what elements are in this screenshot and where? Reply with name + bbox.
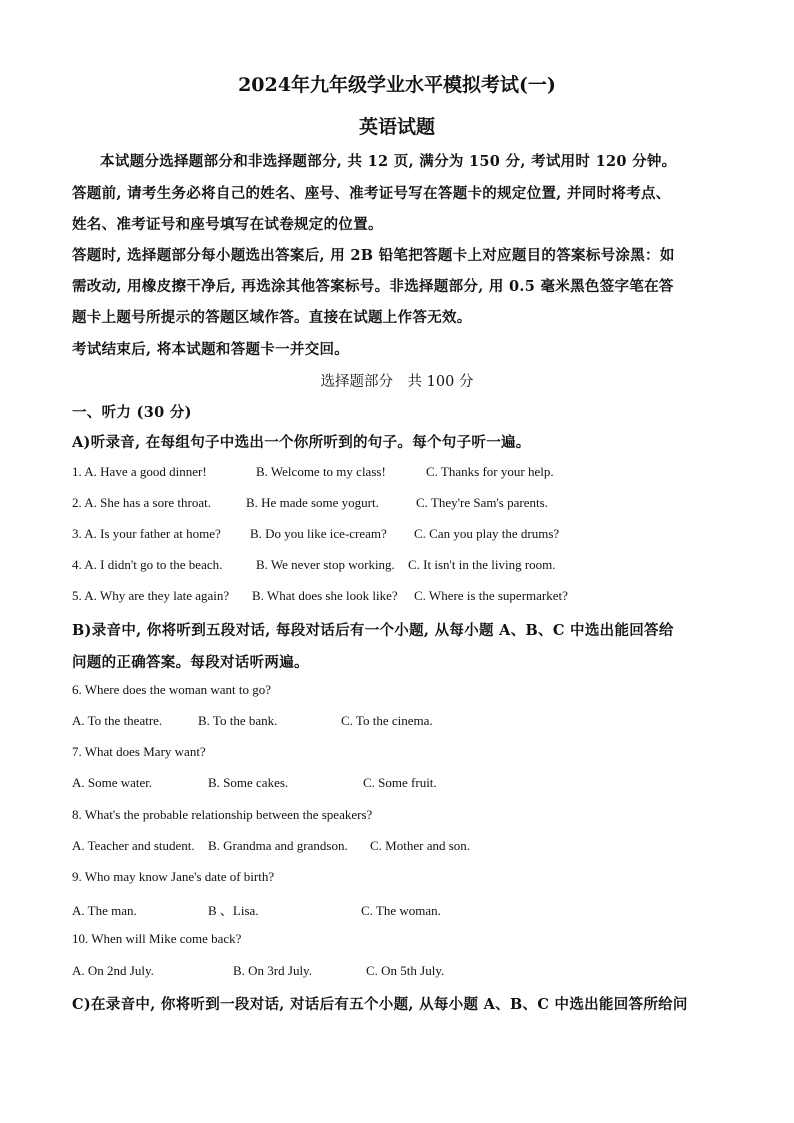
intro-line-3: 姓名、准考证号和座号填写在试卷规定的位置。	[72, 216, 383, 233]
option-5c: C. Where is the supermarket?	[414, 588, 568, 603]
exam-title: 2024年九年级学业水平模拟考试(一)	[238, 74, 556, 96]
question-9: 9. Who may know Jane's date of birth?	[72, 869, 275, 884]
question-6: 6. Where does the woman want to go?	[72, 682, 272, 697]
question-7: 7. What does Mary want?	[72, 744, 206, 759]
option-7c: C. Some fruit.	[363, 775, 437, 790]
option-10c: C. On 5th July.	[366, 963, 445, 978]
question-6-options	[72, 713, 433, 729]
option-3a: 3. A. Is your father at home?	[72, 526, 221, 541]
option-10b: B. On 3rd July.	[233, 963, 312, 978]
part-a-instructions: A)听录音, 在每组句子中选出一个你所听到的句子。每个句子听一遍。	[72, 434, 531, 451]
intro-line-5: 需改动, 用橡皮擦干净后, 再选涂其他答案标号。非选择题部分, 用 0.5 毫米黑色签字笔在答	[72, 278, 674, 295]
option-8c: C. Mother and son.	[370, 838, 471, 853]
option-1b: B. Welcome to my class!	[256, 464, 386, 479]
intro-line-7: 考试结束后, 将本试题和答题卡一并交回。	[72, 341, 350, 358]
intro-line-4: 答题时, 选择题部分每小题选出答案后, 用 2B 铅笔把答题卡上对应题目的答案标号涂黑：如	[72, 247, 675, 264]
option-4a: 4. A. I didn't go to the beach.	[72, 557, 223, 572]
option-6c: C. To the cinema.	[341, 713, 433, 728]
intro-line-2: 答题前, 请考生务必将自己的姓名、座号、准考证号写在答题卡的规定位置, 并同时将考点、	[72, 185, 671, 202]
option-2b: B. He made some yogurt.	[246, 495, 379, 510]
section-title: 选择题部分 共 100 分	[320, 374, 474, 390]
option-6b: B. To the bank.	[198, 713, 278, 728]
option-5b: B. What does she look like?	[252, 588, 398, 603]
question-8-options	[72, 838, 470, 854]
part1-heading: 一、听力 (30 分)	[72, 404, 192, 421]
option-4c: C. It isn't in the living room.	[408, 557, 556, 572]
intro-line-6: 题卡上题号所提示的答题区域作答。直接在试题上作答无效。	[72, 309, 472, 326]
question-5	[72, 588, 568, 604]
exam-subtitle: 英语试题	[358, 116, 435, 138]
part-b-instructions-2: 问题的正确答案。每段对话听两遍。	[72, 654, 309, 671]
option-1a: 1. A. Have a good dinner!	[72, 464, 207, 479]
question-7-options	[72, 775, 437, 791]
option-5a: 5. A. Why are they late again?	[72, 588, 230, 603]
question-10: 10. When will Mike come back?	[72, 931, 242, 946]
question-2	[72, 495, 548, 511]
question-4	[72, 557, 556, 573]
part-b-instructions-1: B)录音中, 你将听到五段对话, 每段对话后有一个小题, 从每小题 A、B、C 中选出能回答给	[72, 622, 674, 639]
option-2a: 2. A. She has a sore throat.	[72, 495, 212, 510]
option-3b: B. Do you like ice-cream?	[250, 526, 387, 541]
option-7a: A. Some water.	[72, 775, 153, 790]
option-3c: C. Can you play the drums?	[414, 526, 560, 541]
question-9-options	[72, 900, 441, 919]
option-9c: C. The woman.	[361, 903, 441, 918]
intro-line-1: 本试题分选择题部分和非选择题部分, 共 12 页, 满分为 150 分, 考试用时 120 分钟。	[100, 153, 677, 170]
question-10-options	[72, 963, 444, 979]
option-6a: A. To the theatre.	[72, 713, 163, 728]
option-10a: A. On 2nd July.	[72, 963, 154, 978]
option-4b: B. We never stop working.	[256, 557, 395, 572]
question-8: 8. What's the probable relationship between the speakers?	[72, 807, 373, 822]
question-3	[72, 526, 559, 542]
option-7b: B. Some cakes.	[208, 775, 289, 790]
option-2c: C. They're Sam's parents.	[416, 495, 548, 510]
option-9a: A. The man.	[72, 903, 137, 918]
question-1	[72, 464, 554, 480]
option-9b: B 、Lisa.	[208, 903, 259, 918]
option-1c: C. Thanks for your help.	[426, 464, 554, 479]
option-8b: B. Grandma and grandson.	[208, 838, 348, 853]
option-8a: A. Teacher and student.	[72, 838, 195, 853]
part-c-instructions: C)在录音中, 你将听到一段对话, 对话后有五个小题, 从每小题 A、B、C 中选出能回答所给问	[72, 996, 688, 1013]
